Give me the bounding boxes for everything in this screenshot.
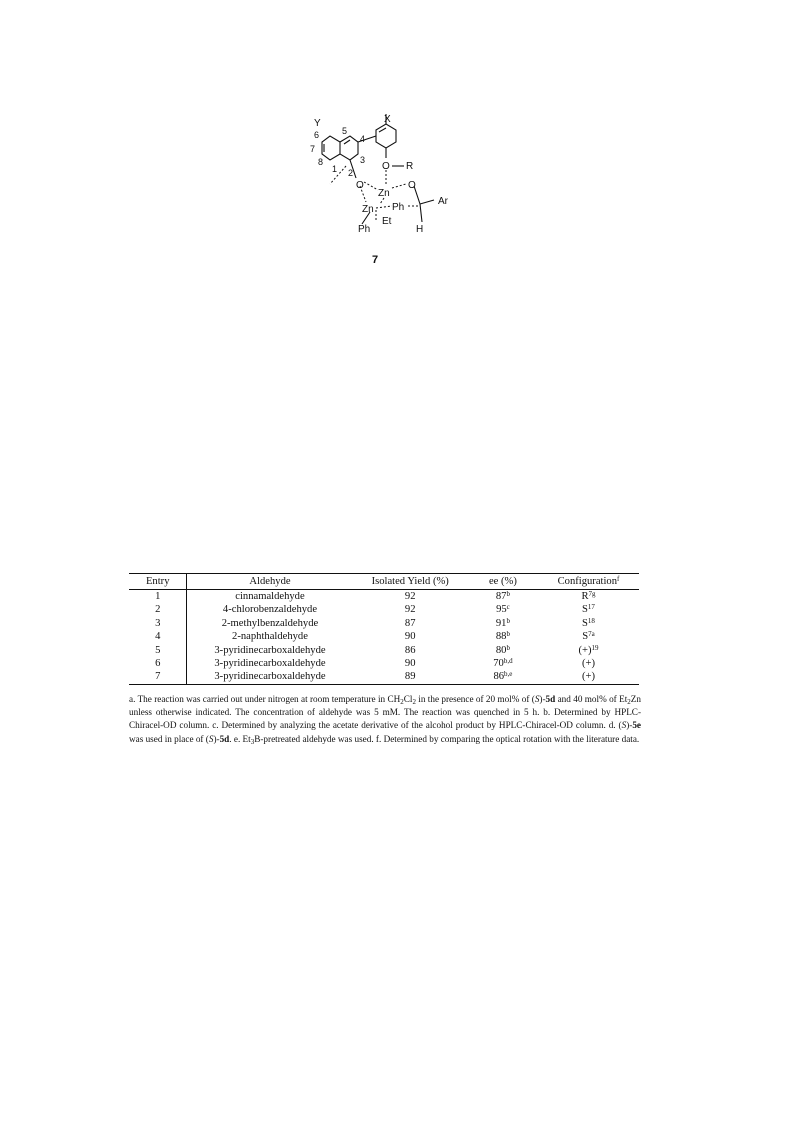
cell-entry: [129, 617, 187, 630]
cell-configuration-value: (+): [578, 644, 592, 656]
cell-configuration-sup: 19: [591, 643, 599, 652]
phenyl-bottom-label: Ph: [358, 224, 371, 235]
cell-configuration: [538, 617, 639, 630]
cell-configuration-value: (+): [581, 658, 595, 670]
position-1-label: 1: [332, 164, 338, 174]
cell-ee-sup: b: [506, 643, 510, 652]
cell-yield-value: 92: [404, 591, 416, 602]
cell-ee: [468, 603, 538, 616]
cell-ee-value: 95: [496, 604, 507, 616]
cell-ee-sup: b,d: [503, 657, 513, 666]
ether-oxygen-label: O: [382, 161, 390, 172]
cell-yield: [353, 617, 468, 630]
phenyl-center-label: Ph: [392, 202, 405, 213]
compound-number: 7: [372, 254, 379, 266]
cell-ee-sup: b,e: [504, 670, 513, 679]
cell-yield-value: 90: [404, 631, 416, 643]
cell-configuration: [538, 630, 639, 643]
position-6-label: 6: [314, 130, 320, 140]
cell-configuration: [538, 590, 639, 604]
cell-entry: [129, 590, 187, 604]
aryl-label: Ar: [438, 196, 448, 207]
table-row: [129, 670, 639, 684]
table-row: [129, 590, 639, 604]
footnote-d-stereo1: S: [621, 720, 627, 731]
footnote-e-text2: B-pretreated aldehyde was used.: [254, 733, 374, 744]
cell-aldehyde: [187, 603, 353, 616]
cell-aldehyde: [187, 630, 353, 643]
cell-yield: [353, 630, 468, 643]
table-footnotes: [129, 693, 641, 746]
cell-ee: [468, 670, 538, 684]
cell-entry-value: 1: [155, 591, 161, 602]
cell-aldehyde-value: cinnamaldehyde: [235, 591, 305, 602]
footnote-e-sub: 3: [250, 737, 255, 746]
cell-ee: [468, 644, 538, 657]
footnote-b: b. Determined by HPLC-Chiracel-OD column.: [129, 707, 641, 731]
footnote-a-sub1: 2: [400, 698, 404, 706]
cell-yield-value: 89: [404, 671, 416, 683]
cell-yield: [353, 590, 468, 604]
position-5-label: 5: [342, 126, 348, 136]
cell-ee-value: 91: [495, 617, 507, 629]
footnote-a-sub3: 2: [627, 698, 631, 706]
structure-drawing: [300, 108, 480, 276]
cell-entry-value: 6: [155, 658, 161, 670]
hydrogen-label: H: [416, 224, 424, 235]
cell-entry: [129, 670, 187, 684]
cell-aldehyde: [187, 670, 353, 684]
header-configuration: [538, 574, 639, 590]
table-row: [129, 644, 639, 657]
x-substituent-label: X: [384, 114, 391, 125]
cell-ee: [468, 590, 538, 604]
carbonyl-oxygen-label: O: [408, 180, 416, 191]
footnote-d-compound2: 5d: [219, 733, 230, 744]
cell-ee-value: 88: [495, 631, 507, 643]
cell-entry: [129, 603, 187, 616]
cell-ee-sup: b: [506, 630, 510, 639]
zinc-left-label: Zn: [362, 204, 374, 215]
cell-ee: [468, 657, 538, 670]
table-row: [129, 630, 639, 643]
r-group-label: R: [406, 161, 414, 172]
cell-yield-value: 87: [404, 617, 416, 629]
cell-ee: [468, 617, 538, 630]
cell-configuration: [538, 657, 639, 670]
header-configuration-sup: f: [617, 575, 620, 583]
cell-ee-value: 70: [493, 658, 504, 670]
cell-configuration-value: S: [582, 617, 588, 629]
cell-configuration: [538, 670, 639, 684]
footnote-f: f. Determined by comparing the optical rotation with the literature data.: [373, 733, 640, 744]
cell-aldehyde-value: 3-pyridinecarboxaldehyde: [214, 658, 326, 670]
cell-yield-value: 90: [404, 658, 416, 670]
footnote-d-compound1: 5e: [632, 720, 641, 731]
cell-configuration-value: R: [581, 591, 589, 602]
cell-entry-value: 3: [155, 617, 161, 629]
cell-ee-value: 87: [495, 591, 507, 602]
cell-aldehyde: [187, 617, 353, 630]
cell-yield: [353, 657, 468, 670]
cell-yield: [353, 644, 468, 657]
cell-yield-value: 86: [404, 644, 416, 656]
footnote-a-text1: a. The reaction was carried out under nitrogen at room temperature in CH: [129, 694, 401, 704]
footnote-c: c. Determined by analyzing the acetate derivative of the alcohol product by HPLC-Chiracel-OD column.: [209, 720, 606, 731]
cell-entry: [129, 630, 187, 643]
cell-aldehyde-value: 4-chlorobenzaldehyde: [222, 604, 318, 616]
footnote-d-stereo2: S: [208, 733, 214, 744]
position-2-label: 2: [348, 168, 354, 178]
cell-yield: [353, 670, 468, 684]
cell-ee-value: 80: [495, 644, 507, 656]
cell-configuration-value: (+): [581, 671, 595, 683]
table-row: [129, 603, 639, 616]
footnote-a-text4: )-: [539, 694, 546, 704]
footnote-e-text1: e. Et: [231, 733, 251, 744]
footnote-a-sub2: 2: [412, 698, 416, 706]
cell-ee-sup: c: [506, 603, 510, 612]
cell-ee-value: 86: [493, 671, 505, 683]
cell-configuration-sup: 7a: [588, 630, 595, 639]
y-substituent-label: Y: [314, 118, 321, 129]
cell-configuration-sup: 17: [587, 603, 595, 612]
ethyl-label: Et: [382, 216, 392, 227]
position-7-label: 7: [310, 144, 316, 154]
footnote-a-compound1: 5d: [545, 694, 556, 704]
header-entry: Entry: [129, 574, 187, 590]
results-table: [129, 573, 639, 685]
cell-entry: [129, 657, 187, 670]
cell-aldehyde-value: 3-pyridinecarboxaldehyde: [214, 671, 326, 683]
cell-entry: [129, 644, 187, 657]
chemical-structure: [300, 108, 480, 276]
table-row: [129, 657, 639, 670]
cell-configuration-value: S: [582, 631, 589, 643]
cell-entry-value: 4: [155, 631, 161, 643]
header-configuration-text: Configuration: [557, 576, 618, 587]
cell-configuration-value: S: [582, 604, 588, 616]
table-header-row: [129, 574, 639, 590]
cell-configuration: [538, 644, 639, 657]
cell-yield-value: 92: [404, 604, 416, 616]
cell-configuration-sup: 7g: [588, 590, 596, 598]
header-aldehyde: Aldehyde: [187, 574, 353, 590]
table-body: [129, 590, 639, 685]
cell-aldehyde: [187, 644, 353, 657]
footnote-a-text6: Zn unless otherwise indicated. The concentration of aldehyde was 5 mM. The reaction was quenched in 5 h.: [129, 694, 641, 718]
footnote-d-text1: d. (: [605, 720, 622, 731]
table-row: [129, 617, 639, 630]
cell-ee-sup: b: [506, 590, 510, 598]
footnote-a-text5: and 40 mol% of Et: [555, 694, 628, 704]
footnote-d-text3: was used in place of (: [129, 733, 209, 744]
cell-aldehyde: [187, 590, 353, 604]
cell-yield: [353, 603, 468, 616]
cell-aldehyde: [187, 657, 353, 670]
cell-ee-sup: b: [506, 616, 510, 625]
footnote-a-text2: Cl: [403, 694, 413, 704]
header-ee: ee (%): [468, 574, 538, 590]
cell-ee: [468, 630, 538, 643]
footnote-a-text3: in the presence of 20 mol% of (: [415, 694, 535, 704]
cell-aldehyde-value: 3-pyridinecarboxaldehyde: [214, 644, 326, 656]
zinc-top-label: Zn: [378, 188, 390, 199]
naphthol-oxygen-label: O: [356, 180, 364, 191]
footnote-a-stereo1: S: [534, 694, 540, 704]
cell-entry-value: 2: [155, 604, 161, 616]
cell-aldehyde-value: 2-methylbenzaldehyde: [221, 617, 319, 629]
cell-entry-value: 7: [155, 671, 161, 683]
footnote-d-text2: )-: [626, 720, 633, 731]
position-3-label: 3: [360, 155, 366, 165]
cell-entry-value: 5: [155, 644, 161, 656]
cell-configuration: [538, 603, 639, 616]
position-8-label: 8: [318, 157, 324, 167]
footnote-d-text5: .: [229, 733, 232, 744]
cell-aldehyde-value: 2-naphthaldehyde: [232, 631, 308, 643]
cell-configuration-sup: 18: [587, 616, 595, 625]
position-4-label: 4: [360, 134, 366, 144]
header-yield: Isolated Yield (%): [353, 574, 468, 590]
footnote-d-text4: )-: [213, 733, 220, 744]
